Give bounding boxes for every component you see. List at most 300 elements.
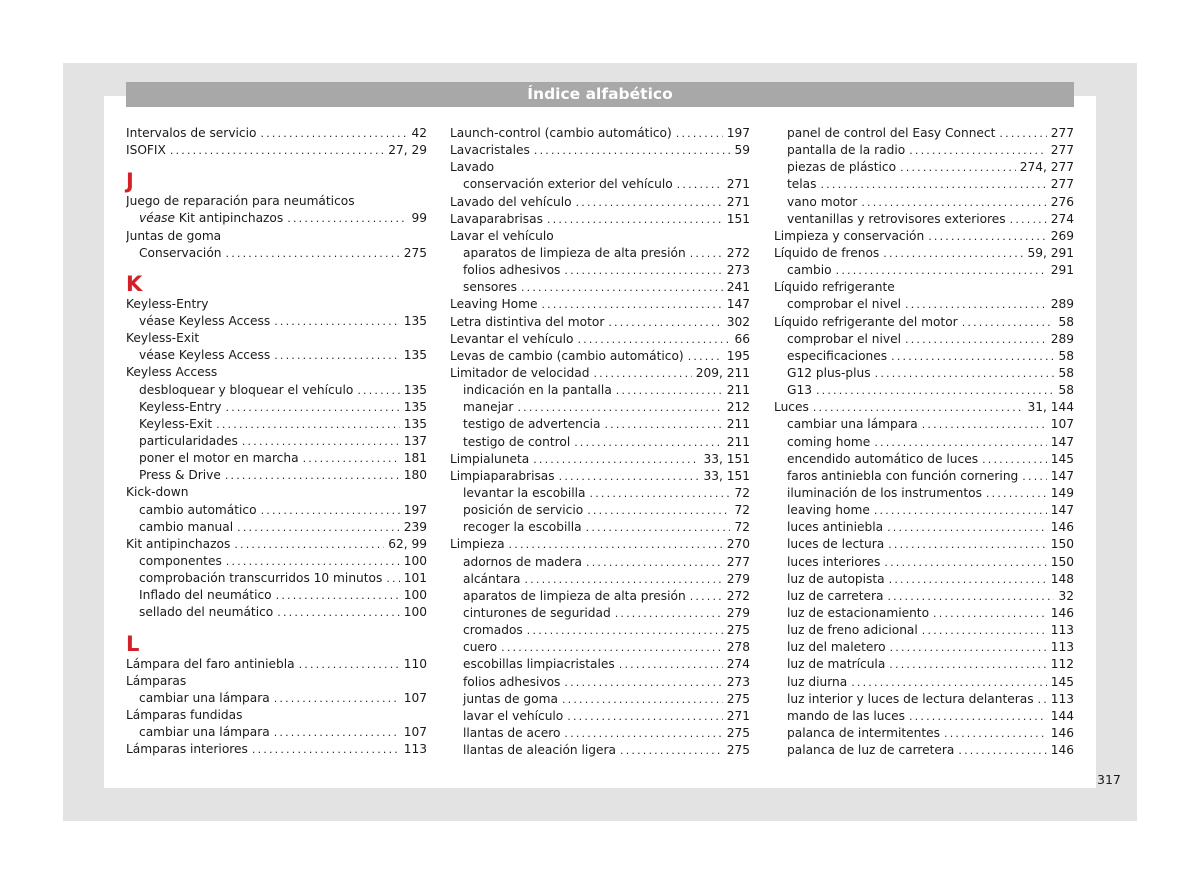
index-entry — [450, 296, 750, 313]
entry-page-ref: 42 — [411, 126, 427, 140]
leader-dots — [226, 399, 400, 416]
leader-dots — [534, 142, 731, 159]
leader-dots — [887, 519, 1047, 536]
leader-dots — [677, 176, 723, 193]
entry-term: comprobar el nivel — [787, 331, 902, 346]
entry-page-ref: 275 — [726, 725, 750, 740]
index-entry — [126, 656, 427, 673]
entry-term: desbloquear y bloquear el vehículo — [139, 382, 354, 397]
entry-term: Limpieza — [450, 537, 505, 552]
index-entry — [126, 330, 427, 347]
index-subentry — [774, 742, 1074, 759]
entry-term: Letra distintiva del motor — [450, 314, 605, 329]
entry-page-ref: 272 — [726, 245, 750, 260]
entry-page-ref: 209, 211 — [695, 365, 750, 380]
index-subentry — [450, 434, 750, 451]
entry-page-ref: 279 — [726, 605, 750, 620]
entry-page-ref: 275 — [403, 245, 427, 260]
entry-term: luz de estacionamiento — [787, 605, 930, 620]
leader-dots — [958, 742, 1046, 759]
entry-term: palanca de luz de carretera — [787, 743, 955, 758]
leader-dots — [608, 314, 722, 331]
entry-term: luz interior y luces de lectura delanteras — [787, 691, 1034, 706]
index-subentry — [774, 554, 1074, 571]
index-subentry — [450, 708, 750, 725]
entry-page-ref: 150 — [1050, 554, 1074, 569]
entry-page-ref: 58 — [1058, 348, 1074, 363]
entry-page-ref: 274 — [1050, 211, 1074, 226]
entry-page-ref: 211 — [726, 434, 750, 449]
entry-term: levantar la escobilla — [463, 485, 586, 500]
entry-page-ref: 32 — [1058, 588, 1074, 603]
entry-term: luz del maletero — [787, 640, 886, 655]
index-subentry — [450, 382, 750, 399]
index-subentry — [126, 416, 427, 433]
entry-page-ref: 197 — [403, 502, 427, 517]
entry-term: panel de control del Easy Connect — [787, 126, 996, 140]
leader-dots — [509, 536, 723, 553]
entry-term: piezas de plástico — [787, 160, 897, 175]
index-subentry — [774, 194, 1074, 211]
entry-term: faros antiniebla con función cornering — [787, 468, 1019, 483]
entry-term: Lámparas interiores — [126, 742, 248, 757]
index-entry — [450, 159, 750, 176]
leader-dots — [909, 708, 1047, 725]
entry-page-ref: 146 — [1050, 605, 1074, 620]
leader-dots — [577, 331, 730, 348]
entry-term: llantas de acero — [463, 725, 561, 740]
leader-dots — [357, 382, 399, 399]
entry-term: lavar el vehículo — [463, 708, 564, 723]
leader-dots — [836, 262, 1047, 279]
entry-page-ref: 270 — [726, 537, 750, 552]
entry-page-ref: 151 — [726, 211, 750, 226]
entry-term: palanca de intermitentes — [787, 725, 941, 740]
entry-page-ref: 145 — [1050, 451, 1074, 466]
leader-dots — [816, 382, 1055, 399]
leader-dots — [933, 605, 1047, 622]
index-entry — [450, 142, 750, 159]
leader-dots — [690, 245, 723, 262]
index-entry — [774, 279, 1074, 296]
index-subentry — [450, 605, 750, 622]
index-subentry — [126, 382, 427, 399]
entry-page-ref: 99 — [411, 211, 427, 226]
leader-dots — [875, 365, 1055, 382]
leader-dots — [900, 159, 1016, 176]
entry-page-ref: 110 — [403, 656, 427, 671]
leader-dots — [521, 279, 723, 296]
leader-dots — [564, 674, 722, 691]
entry-page-ref: 278 — [726, 640, 750, 655]
leader-dots — [299, 656, 400, 673]
index-entry — [450, 348, 750, 365]
index-entry — [126, 125, 427, 142]
leader-dots — [274, 313, 400, 330]
index-entry — [450, 536, 750, 553]
leader-dots — [1038, 691, 1047, 708]
entry-term: cambio manual — [139, 519, 234, 534]
entry-term: conservación exterior del vehículo — [463, 177, 673, 192]
leader-dots — [386, 570, 399, 587]
entry-page-ref: 180 — [403, 468, 427, 483]
index-subentry — [774, 502, 1074, 519]
entry-term: recoger la escobilla — [463, 520, 582, 535]
index-subentry — [774, 468, 1074, 485]
entry-page-ref: 273 — [726, 263, 750, 278]
entry-page-ref: 277 — [1050, 177, 1074, 192]
entry-term: Líquido de frenos — [774, 245, 880, 260]
entry-page-ref: 59 — [734, 143, 750, 158]
entry-page-ref: 33, 151 — [703, 451, 750, 466]
index-subentry — [774, 519, 1074, 536]
entry-page-ref: 33, 151 — [703, 468, 750, 483]
leader-dots — [620, 742, 723, 759]
entry-term: coming home — [787, 434, 871, 449]
entry-page-ref: 107 — [403, 690, 427, 705]
entry-page-ref: 275 — [726, 623, 750, 638]
entry-page-ref: 147 — [726, 297, 750, 312]
entry-page-ref: 100 — [403, 605, 427, 620]
leader-dots — [905, 331, 1047, 348]
leader-dots — [986, 485, 1047, 502]
entry-page-ref: 144 — [1050, 708, 1074, 723]
leader-dots — [616, 382, 723, 399]
entry-term: aparatos de limpieza de alta presión — [463, 588, 686, 603]
leader-dots — [1022, 468, 1046, 485]
index-subentry — [450, 502, 750, 519]
index-entry — [126, 296, 427, 313]
entry-term: aparatos de limpieza de alta presión — [463, 245, 686, 260]
entry-term: Juntas de goma — [126, 228, 222, 243]
entry-term: cambio automático — [139, 502, 257, 517]
index-subentry — [774, 485, 1074, 502]
entry-term: cromados — [463, 623, 523, 638]
entry-page-ref: 272 — [726, 588, 750, 603]
leader-dots — [541, 296, 722, 313]
entry-page-ref: 146 — [1050, 743, 1074, 758]
leader-dots — [225, 467, 400, 484]
index-subentry — [774, 434, 1074, 451]
entry-page-ref: 58 — [1058, 314, 1074, 329]
index-column-3 — [774, 125, 1074, 759]
leader-dots — [216, 416, 400, 433]
leader-dots — [559, 468, 700, 485]
entry-term: poner el motor en marcha — [139, 451, 299, 466]
index-entry — [450, 331, 750, 348]
index-subentry — [774, 725, 1074, 742]
leader-dots — [276, 587, 400, 604]
entry-page-ref: 27, 29 — [388, 143, 427, 158]
index-subentry — [774, 588, 1074, 605]
entry-term: luces antiniebla — [787, 520, 884, 535]
leader-dots — [564, 262, 722, 279]
entry-term: especificaciones — [787, 348, 888, 363]
index-subentry — [450, 691, 750, 708]
entry-page-ref: 137 — [403, 433, 427, 448]
leader-dots — [1010, 211, 1047, 228]
index-subentry — [126, 347, 427, 364]
index-entry — [774, 314, 1074, 331]
leader-dots — [567, 708, 722, 725]
entry-term: cambio — [787, 263, 832, 278]
entry-page-ref: 58 — [1058, 365, 1074, 380]
leader-dots — [874, 502, 1047, 519]
entry-term: componentes — [139, 553, 222, 568]
leader-dots — [574, 434, 723, 451]
entry-term: luz de autopista — [787, 571, 885, 586]
leader-dots — [170, 142, 384, 159]
index-entry — [774, 399, 1074, 416]
index-subentry — [774, 125, 1074, 142]
leader-dots — [982, 451, 1047, 468]
index-subentry — [126, 399, 427, 416]
entry-term: luz de freno adicional — [787, 623, 918, 638]
entry-term: Lavado del vehículo — [450, 194, 572, 209]
index-subentry — [774, 262, 1074, 279]
leader-dots — [944, 725, 1047, 742]
entry-page-ref: 146 — [1050, 725, 1074, 740]
entry-term: manejar — [463, 400, 514, 415]
entry-page-ref: 289 — [1050, 297, 1074, 312]
leader-dots — [242, 433, 400, 450]
entry-page-ref: 107 — [1050, 417, 1074, 432]
index-subentry — [450, 622, 750, 639]
entry-page-ref: 273 — [726, 674, 750, 689]
entry-page-ref: 135 — [403, 399, 427, 414]
leader-dots — [274, 347, 400, 364]
index-column-1 — [126, 125, 427, 758]
entry-page-ref: 271 — [726, 194, 750, 209]
index-subentry — [126, 604, 427, 621]
index-subentry — [126, 450, 427, 467]
leader-dots — [820, 176, 1046, 193]
leader-dots — [874, 434, 1046, 451]
index-subentry — [126, 210, 427, 227]
leader-dots — [884, 554, 1046, 571]
entry-term: folios adhesivos — [463, 263, 561, 278]
entry-page-ref: 148 — [1050, 571, 1074, 586]
entry-term: alcántara — [463, 571, 521, 586]
index-subentry — [450, 399, 750, 416]
entry-page-ref: 274 — [726, 657, 750, 672]
index-subentry — [450, 554, 750, 571]
entry-page-ref: 72 — [734, 520, 750, 535]
entry-term: Levas de cambio (cambio automático) — [450, 348, 684, 363]
entry-page-ref: 107 — [403, 725, 427, 740]
leader-dots — [962, 314, 1055, 331]
leader-dots — [604, 416, 722, 433]
entry-term: testigo de advertencia — [463, 417, 601, 432]
entry-term: vano motor — [787, 194, 858, 209]
entry-page-ref: 58 — [1058, 383, 1074, 398]
index-subentry — [450, 519, 750, 536]
entry-page-ref: 212 — [726, 400, 750, 415]
index-subentry — [126, 570, 427, 587]
entry-term: luz de matrícula — [787, 657, 886, 672]
index-entry — [450, 365, 750, 382]
leader-dots — [690, 588, 723, 605]
leader-dots — [851, 674, 1047, 691]
entry-term: Levantar el vehículo — [450, 331, 574, 346]
entry-page-ref: 147 — [1050, 503, 1074, 518]
entry-page-ref: 211 — [726, 417, 750, 432]
index-entry — [126, 707, 427, 724]
leader-dots — [590, 485, 731, 502]
entry-term: Lámparas — [126, 673, 187, 688]
entry-term: testigo de control — [463, 434, 571, 449]
index-column-2 — [450, 125, 750, 759]
leader-dots — [586, 519, 731, 536]
entry-term: Inflado del neumático — [139, 588, 272, 603]
leader-dots — [226, 245, 400, 262]
leader-dots — [887, 588, 1054, 605]
entry-term: Conservación — [139, 245, 222, 260]
index-subentry — [450, 656, 750, 673]
leader-dots — [928, 228, 1047, 245]
entry-page-ref: 241 — [726, 280, 750, 295]
entry-term: Lavado — [450, 160, 495, 175]
entry-term: G13 — [787, 383, 812, 398]
leader-dots — [564, 725, 722, 742]
index-subentry — [126, 502, 427, 519]
entry-page-ref: 100 — [403, 553, 427, 568]
index-subentry — [774, 708, 1074, 725]
entry-page-ref: 147 — [1050, 434, 1074, 449]
entry-page-ref: 146 — [1050, 520, 1074, 535]
entry-term: Limitador de velocidad — [450, 365, 590, 380]
entry-term: particularidades — [139, 433, 238, 448]
entry-page-ref: 135 — [403, 313, 427, 328]
index-subentry — [450, 279, 750, 296]
index-entry — [126, 536, 427, 553]
leader-dots — [576, 194, 723, 211]
entry-page-ref: 72 — [734, 503, 750, 518]
leader-dots — [922, 416, 1047, 433]
leader-dots — [533, 451, 699, 468]
entry-page-ref: 113 — [1050, 640, 1074, 655]
entry-page-ref: 195 — [726, 348, 750, 363]
entry-term: comprobar el nivel — [787, 297, 902, 312]
entry-term: Juego de reparación para neumáticos — [126, 194, 355, 209]
entry-page-ref: 197 — [726, 126, 750, 140]
index-subentry — [450, 245, 750, 262]
index-subentry — [450, 262, 750, 279]
leader-dots — [688, 348, 723, 365]
entry-term: sellado del neumático — [139, 605, 274, 620]
entry-page-ref: 277 — [1050, 126, 1074, 140]
entry-term: indicación en la pantalla — [463, 383, 612, 398]
leader-dots — [252, 741, 400, 758]
entry-term: comprobación transcurridos 10 minutos — [139, 571, 383, 586]
leader-dots — [517, 399, 722, 416]
leader-dots — [615, 605, 723, 622]
entry-term: Lámparas fundidas — [126, 707, 243, 722]
entry-page-ref: 59, 291 — [1027, 245, 1074, 260]
section-letter: L — [126, 631, 140, 656]
index-subentry — [126, 724, 427, 741]
index-entry — [450, 314, 750, 331]
index-subentry — [126, 313, 427, 330]
index-subentry — [126, 467, 427, 484]
entry-term: véase Kit antipinchazos — [139, 211, 284, 226]
entry-page-ref: 101 — [403, 571, 427, 586]
entry-term: cambiar una lámpara — [139, 690, 270, 705]
entry-page-ref: 112 — [1050, 657, 1074, 672]
entry-page-ref: 147 — [1050, 468, 1074, 483]
index-subentry — [774, 176, 1074, 193]
entry-page-ref: 291 — [1050, 263, 1074, 278]
leader-dots — [562, 691, 723, 708]
index-subentry — [126, 433, 427, 450]
entry-term: Keyless-Exit — [139, 416, 213, 431]
entry-term: Keyless-Entry — [126, 296, 209, 311]
entry-page-ref: 113 — [1050, 691, 1074, 706]
entry-page-ref: 66 — [734, 331, 750, 346]
entry-term: juntas de goma — [463, 691, 558, 706]
entry-term: Keyless Access — [126, 365, 218, 380]
index-subentry — [774, 639, 1074, 656]
entry-term: posición de servicio — [463, 503, 584, 518]
entry-page-ref: 135 — [403, 416, 427, 431]
entry-page-ref: 211 — [726, 383, 750, 398]
leader-dots — [861, 194, 1046, 211]
index-subentry — [450, 416, 750, 433]
index-subentry — [774, 211, 1074, 228]
entry-page-ref: 113 — [1050, 623, 1074, 638]
entry-page-ref: 72 — [734, 485, 750, 500]
entry-page-ref: 279 — [726, 571, 750, 586]
index-subentry — [450, 674, 750, 691]
leader-dots — [888, 536, 1047, 553]
leader-dots — [999, 125, 1046, 142]
entry-page-ref: 276 — [1050, 194, 1074, 209]
entry-page-ref: 277 — [726, 554, 750, 569]
leader-dots — [303, 450, 400, 467]
entry-page-ref: 181 — [403, 451, 427, 466]
index-entry — [774, 245, 1074, 262]
index-subentry — [774, 656, 1074, 673]
leader-dots — [260, 125, 407, 142]
entry-page-ref: 269 — [1050, 228, 1074, 243]
entry-term: sensores — [463, 280, 517, 295]
page-title: Índice alfabético — [126, 82, 1074, 107]
index-entry — [126, 228, 427, 245]
index-subentry — [774, 331, 1074, 348]
entry-term: Keyless-Entry — [139, 399, 222, 414]
entry-page-ref: 135 — [403, 348, 427, 363]
index-subentry — [126, 519, 427, 536]
entry-term: adornos de madera — [463, 554, 583, 569]
index-subentry — [774, 416, 1074, 433]
index-subentry — [774, 451, 1074, 468]
entry-term: véase Keyless Access — [139, 313, 271, 328]
entry-page-ref: 275 — [726, 743, 750, 758]
index-subentry — [450, 725, 750, 742]
index-subentry — [774, 622, 1074, 639]
entry-term: luces de lectura — [787, 537, 885, 552]
leader-dots — [619, 656, 723, 673]
entry-page-ref: 62, 99 — [388, 536, 427, 551]
index-subentry — [450, 176, 750, 193]
leader-dots — [261, 502, 400, 519]
entry-page-ref: 150 — [1050, 537, 1074, 552]
entry-term: Lavar el vehículo — [450, 228, 554, 243]
entry-term: Líquido refrigerante — [774, 280, 895, 295]
entry-term: Luces — [774, 400, 809, 415]
entry-term: Líquido refrigerante del motor — [774, 314, 958, 329]
entry-page-ref: 149 — [1050, 485, 1074, 500]
